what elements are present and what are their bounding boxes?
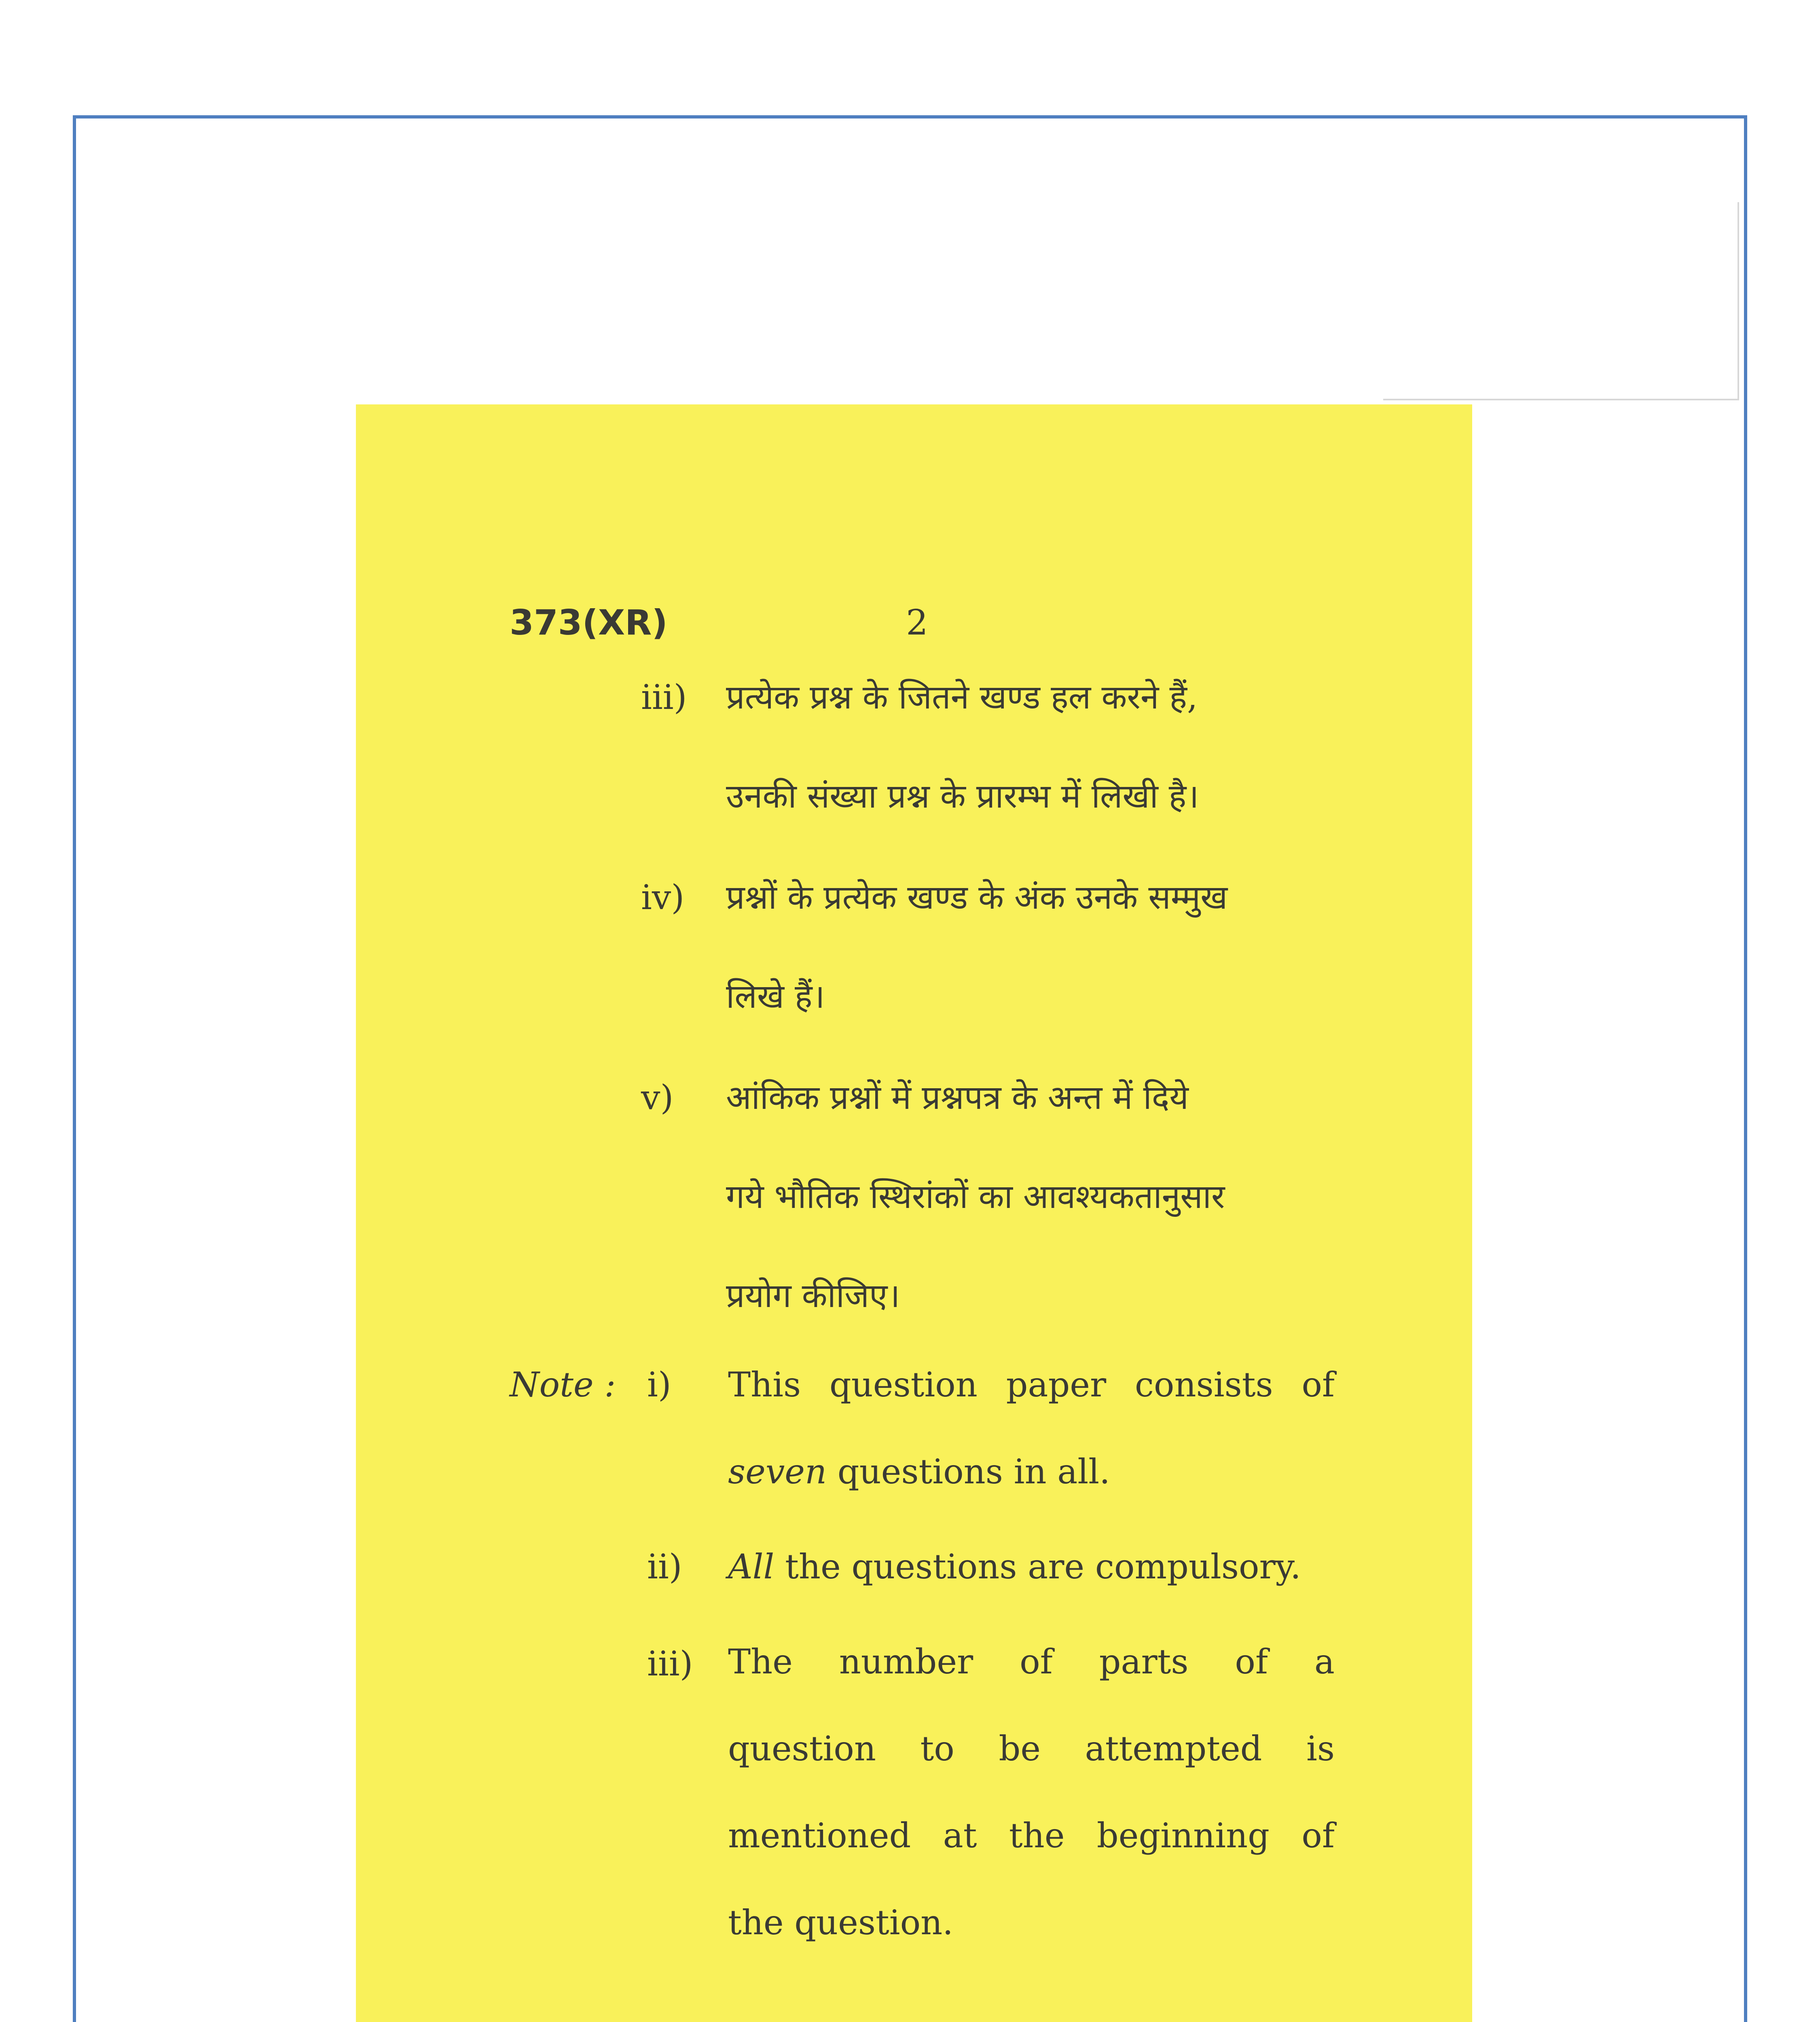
- note-item-marker: ii): [647, 1547, 682, 1586]
- note-item-marker: iii): [647, 1644, 693, 1684]
- hindi-item-marker: iv): [641, 878, 685, 917]
- word: of: [1302, 1365, 1335, 1404]
- note-label: Note :: [510, 1365, 616, 1404]
- hindi-item-line: प्रश्नों के प्रत्येक खण्ड के अंक उनके सम्मुख: [726, 878, 1228, 917]
- word: paper: [1006, 1365, 1107, 1404]
- word: question: [728, 1729, 876, 1768]
- word: be: [999, 1729, 1041, 1768]
- word: to: [920, 1729, 954, 1768]
- hindi-item-line: लिखे हैं।: [726, 977, 825, 1016]
- word: at: [943, 1816, 977, 1855]
- word: of: [1302, 1816, 1335, 1855]
- hindi-item-line: प्रयोग कीजिए।: [726, 1277, 900, 1315]
- word: attempted: [1085, 1729, 1262, 1768]
- word: parts: [1099, 1642, 1189, 1681]
- word: consists: [1134, 1365, 1273, 1404]
- note-item-line: [728, 1729, 1335, 1768]
- word: number: [839, 1642, 973, 1681]
- word: of: [1235, 1642, 1268, 1681]
- hindi-item-line: गये भौतिक स्थिरांकों का आवश्यकतानुसार: [726, 1178, 1225, 1216]
- text: questions in all.: [827, 1452, 1110, 1491]
- hindi-item-line: आंकिक प्रश्नों में प्रश्नपत्र के अन्त में दिये: [726, 1079, 1189, 1117]
- hindi-item-marker: iii): [641, 677, 687, 717]
- note-item-line: [728, 1547, 1301, 1586]
- emphasis-word: All: [728, 1547, 775, 1586]
- hindi-item-line: प्रत्येक प्रश्न के जितने खण्ड हल करने हैं,: [726, 678, 1198, 717]
- question-paper-page: [356, 404, 1472, 2022]
- page-number: 2: [906, 603, 928, 643]
- note-item-line: [728, 1816, 1335, 1855]
- word: a: [1314, 1642, 1335, 1681]
- word: This: [728, 1365, 801, 1404]
- note-item-line: the question.: [728, 1903, 953, 1942]
- note-item-line: [728, 1365, 1335, 1404]
- word: The: [728, 1642, 793, 1681]
- word: beginning: [1096, 1816, 1270, 1855]
- word: mentioned: [728, 1816, 911, 1855]
- note-item-line: [728, 1452, 1110, 1491]
- word: question: [829, 1365, 978, 1404]
- emphasis-word: seven: [728, 1452, 827, 1491]
- hindi-item-line: उनकी संख्या प्रश्न के प्रारम्भ में लिखी है।: [726, 777, 1199, 816]
- word: is: [1306, 1729, 1335, 1768]
- note-item-marker: i): [647, 1365, 671, 1404]
- paper-code: 373(XR): [510, 603, 668, 643]
- hindi-item-marker: v): [641, 1078, 674, 1117]
- note-item-line: [728, 1642, 1335, 1681]
- word: the: [1009, 1816, 1065, 1855]
- text: the questions are compulsory.: [774, 1547, 1301, 1586]
- word: of: [1020, 1642, 1053, 1681]
- corner-box: [1383, 202, 1739, 400]
